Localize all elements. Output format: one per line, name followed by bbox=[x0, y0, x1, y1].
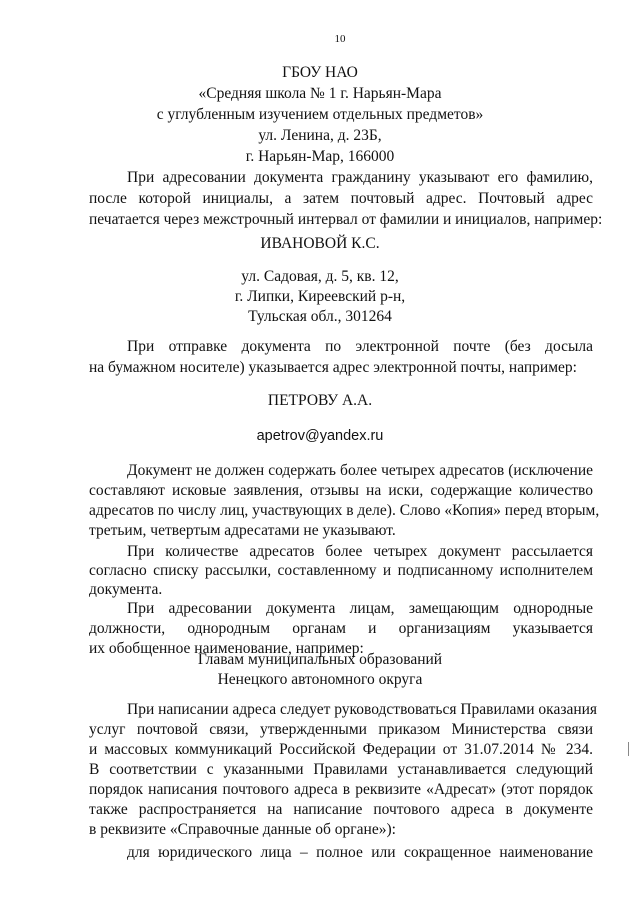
paragraph-line: печатается через межстрочный интервал от фамилии и инициалов, например: bbox=[89, 211, 603, 228]
paragraph-line: Документ не должен содержать более четырех адресатов (исключение bbox=[127, 462, 593, 479]
recipient-name: ПЕТРОВУ А.А. bbox=[267, 392, 373, 409]
paragraph-line: для юридического лица – полное или сокращенное наименование bbox=[127, 844, 593, 861]
paragraph-legal-entity bbox=[89, 843, 593, 863]
paragraph-line: согласно списку рассылки, составленному и подписанному исполнителем bbox=[89, 562, 593, 579]
margin-mark bbox=[628, 742, 629, 756]
paragraph-line: При отправке документа по электронной почте (без досыла bbox=[127, 338, 593, 355]
page-number: 10 bbox=[334, 33, 346, 45]
paragraph-postal-rules bbox=[89, 700, 598, 840]
paragraph-addressing-citizen bbox=[89, 167, 603, 230]
example-recipient-name bbox=[0, 233, 640, 254]
sender-line: г. Нарьян-Мар, 166000 bbox=[245, 148, 395, 165]
paragraph-line: При написании адреса следует руководствоваться Правилами оказания bbox=[127, 701, 598, 718]
sender-line: ГБОУ НАО bbox=[282, 64, 358, 81]
address-line: г. Липки, Киреевский р-н, bbox=[234, 288, 406, 305]
recipient-line: Главам муниципальных образований bbox=[197, 651, 443, 668]
paragraph-email-sending bbox=[89, 336, 593, 378]
paragraph-line: на бумажном носителе) указывается адрес электронной почты, например: bbox=[89, 359, 577, 376]
paragraph-line: услуг почтовой связи, утвержденными приказом Министерства связи bbox=[89, 721, 593, 738]
example-email-recipient bbox=[0, 390, 640, 411]
paragraph-line: При количестве адресатов более четырех документ рассылается bbox=[127, 543, 593, 560]
example-generalized-recipient bbox=[0, 650, 640, 690]
paragraph-line: должности, однородным органам и организациям указывается bbox=[89, 620, 593, 637]
paragraph-line: составляют исковые заявления, отзывы на иски, содержащие количество bbox=[89, 482, 593, 499]
example-recipient-address bbox=[0, 267, 640, 327]
sender-line: с углубленным изучением отдельных предметов» bbox=[156, 106, 484, 123]
example-email-address bbox=[0, 426, 640, 446]
paragraph-line: адресатов по числу лиц, участвующих в деле). Слово «Копия» перед вторым, bbox=[89, 502, 600, 519]
sender-line: ул. Ленина, д. 23Б, bbox=[258, 127, 382, 144]
paragraph-recipient-limit bbox=[89, 461, 600, 541]
paragraph-line: документа. bbox=[89, 581, 163, 598]
sender-line: «Средняя школа № 1 г. Нарьян-Мара bbox=[198, 85, 442, 102]
paragraph-line: При адресовании документа лицам, замещающим однородные bbox=[127, 600, 593, 617]
recipient-line: Ненецкого автономного округа bbox=[217, 671, 423, 688]
paragraph-line: и массовых коммуникаций Российской Федерации от 31.07.2014 № 234. bbox=[89, 741, 593, 758]
paragraph-line: их обобщенное наименование, например: bbox=[89, 640, 364, 657]
paragraph-line: порядок написания почтового адреса в реквизите «Адресат» (этот порядок bbox=[89, 781, 593, 798]
sender-address-block bbox=[0, 62, 640, 167]
email-address: apetrov@yandex.ru bbox=[256, 428, 384, 444]
paragraph-line: третьим, четвертым адресатами не указывают. bbox=[89, 522, 396, 539]
paragraph-line: после которой инициалы, а затем почтовый адрес. Почтовый адрес bbox=[89, 190, 593, 207]
address-line: Тульская обл., 301264 bbox=[248, 308, 392, 325]
paragraph-mailing-list bbox=[89, 542, 593, 599]
paragraph-line: В соответствии с указанными Правилами устанавливается следующий bbox=[89, 761, 593, 778]
paragraph-line: также распространяется на написание почтового адреса в документе bbox=[89, 801, 593, 818]
address-line: ул. Садовая, д. 5, кв. 12, bbox=[241, 268, 399, 285]
paragraph-line: При адресовании документа гражданину указывают его фамилию, bbox=[127, 169, 593, 186]
recipient-name: ИВАНОВОЙ К.С. bbox=[260, 235, 380, 252]
paragraph-line: в реквизите «Справочные данные об органе»): bbox=[89, 821, 396, 838]
